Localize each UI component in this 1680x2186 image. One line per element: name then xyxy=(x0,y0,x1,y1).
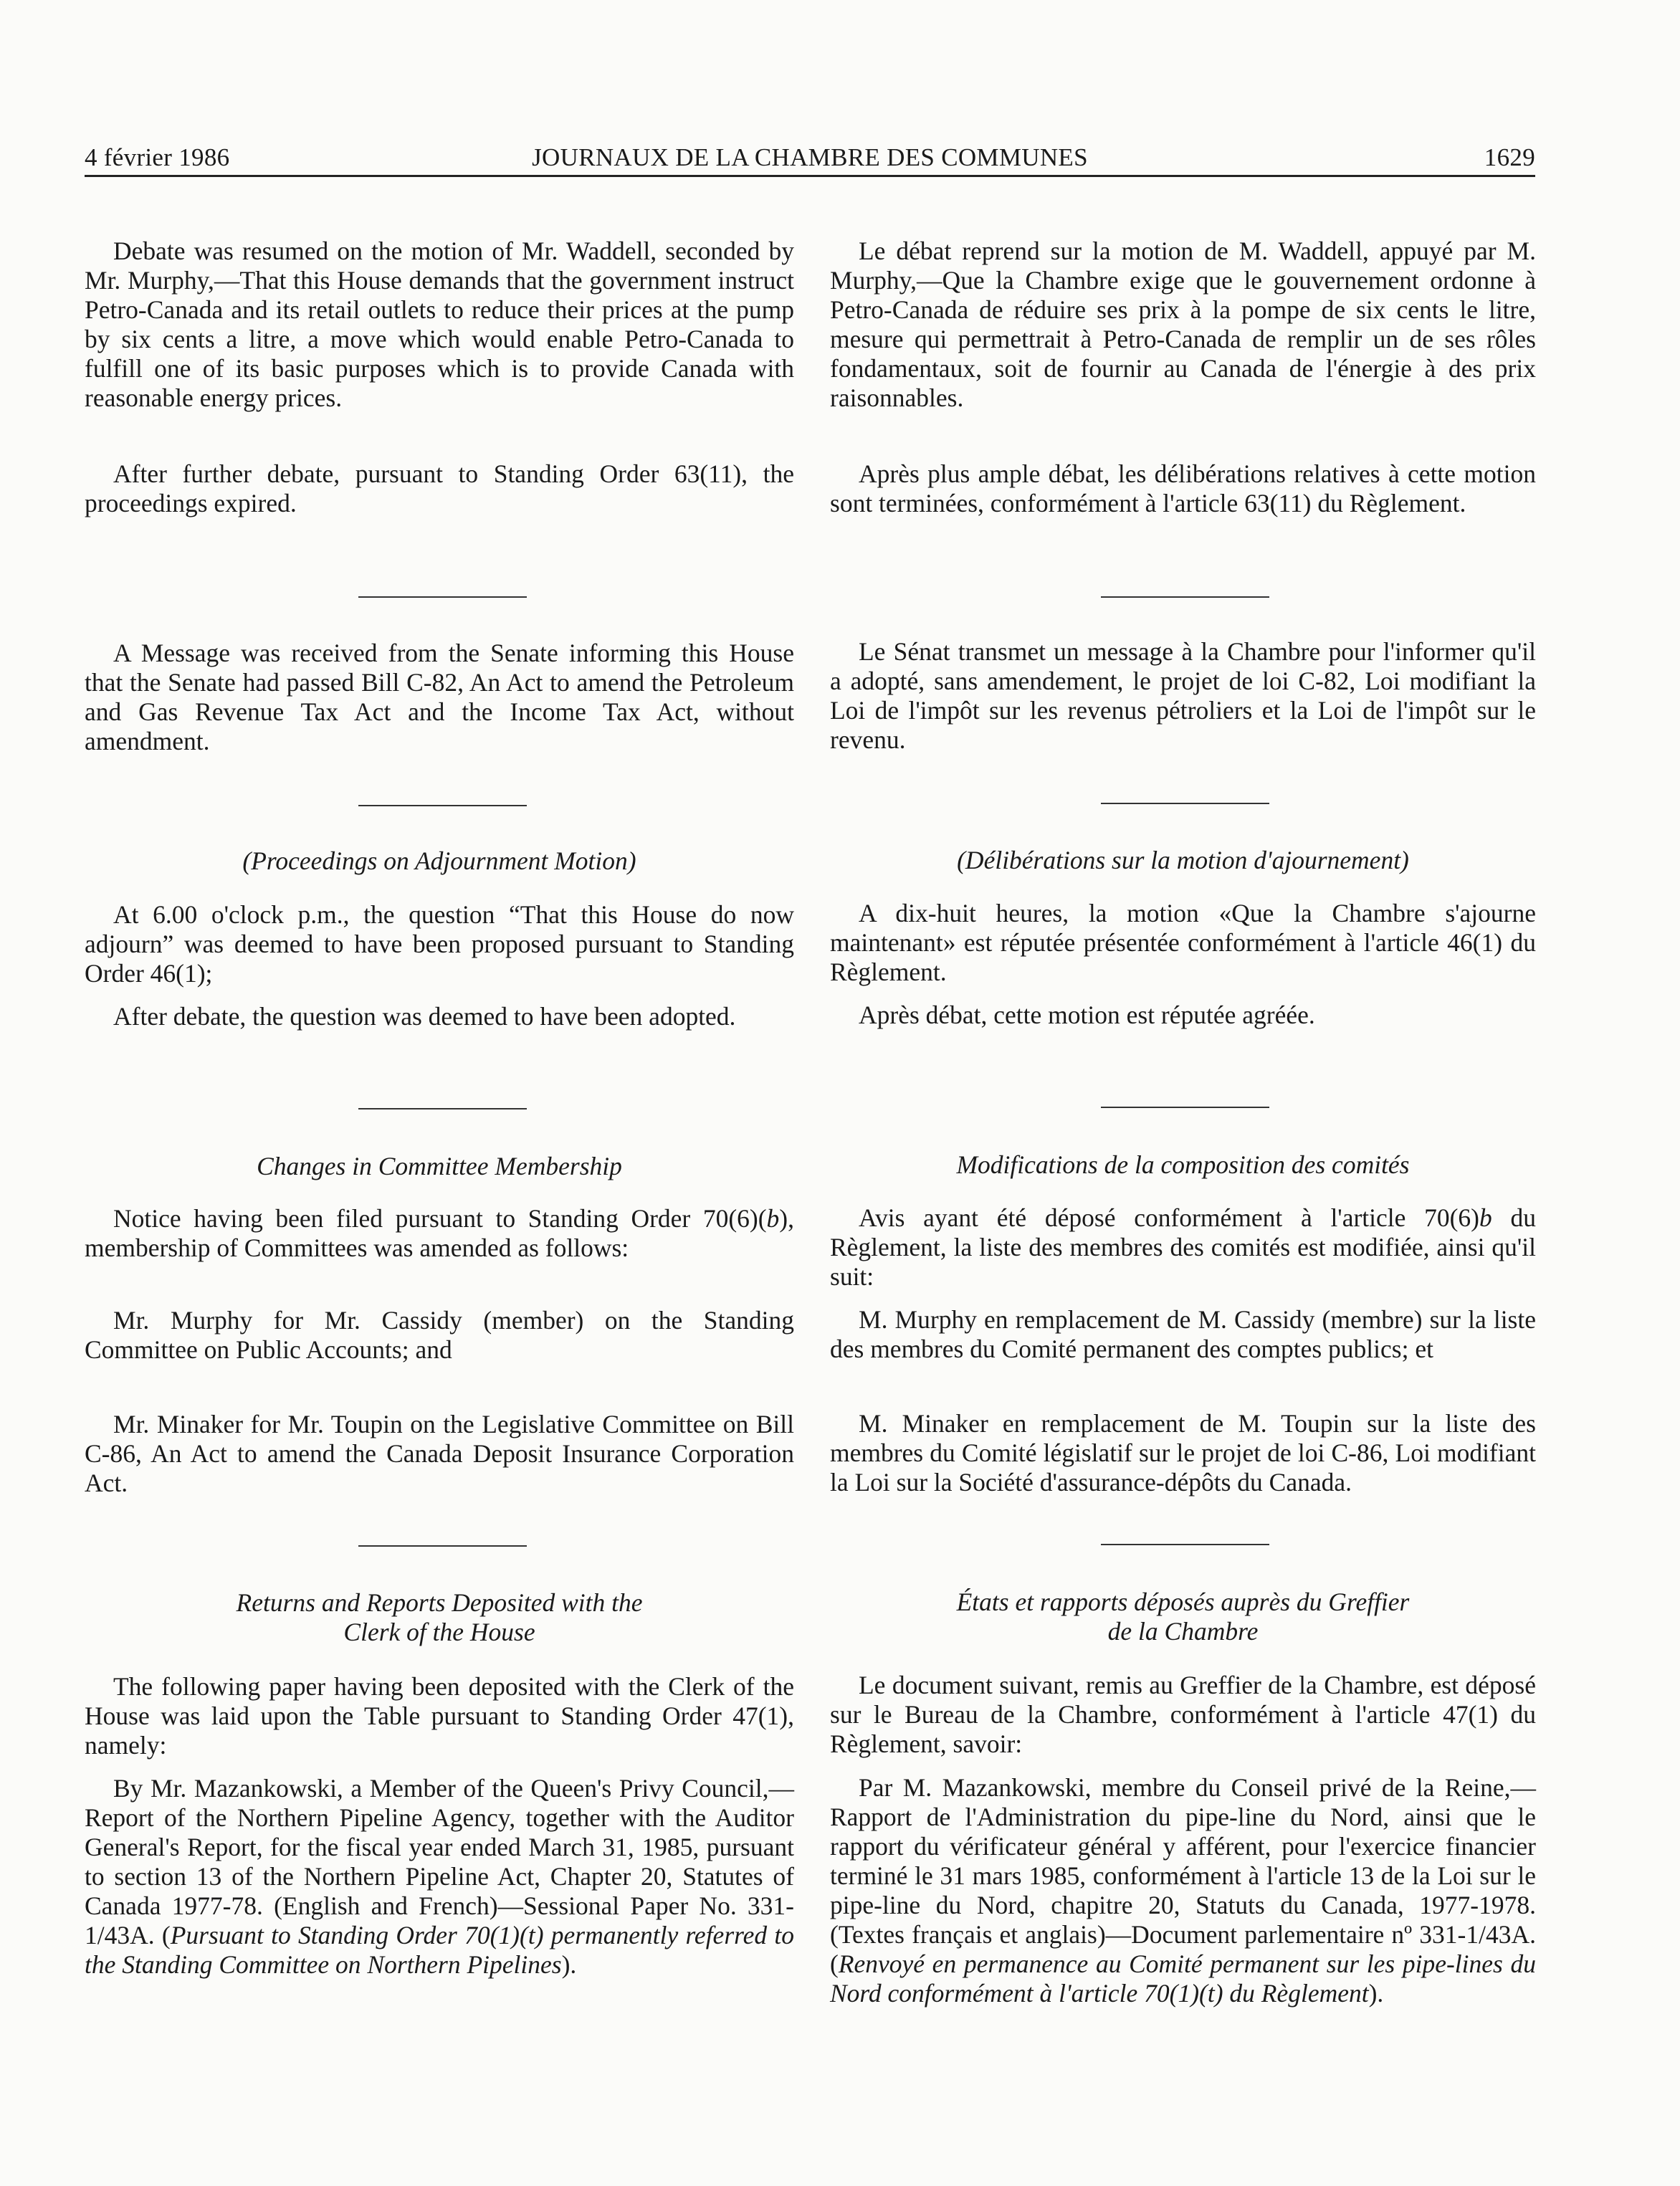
en-senate-message-paragraph: A Message was received from the Senate informing this House that the Senate had passed Bill C-82, An Act to amend the Petroleum and Gas Revenue Tax Act and the Income Tax Act, without amendment. xyxy=(85,639,794,755)
fr-mazankowski-text: Par M. Mazankowski, membre du Conseil privé de la Reine,—Rapport de l'Administration du pipe-line du Nord, ainsi que le rapport du vérificateur général y afférent, pour l'exercice financier terminé le 31 mars 1985, conformément à l'article 13 de la Loi sur le pipe-line du Nord, chapitre 20, Statuts du Canada, 1977-1978. (Textes français et anglais)—Document parlementaire nº 331-1/43A. ( xyxy=(830,1773,1536,1978)
en-mazankowski-text: By Mr. Mazankowski, a Member of the Queen's Privy Council,—Report of the Northern Pipeline Agency, together with the Auditor General's Report, for the fiscal year ended March 31, 1985, pursuant to section 13 of the Northern Pipeline Act, Chapter 20, Statutes of Canada 1977-78. (English and French)—Sessional Paper No. 331-1/43A. ( xyxy=(85,1774,794,1949)
header-title: JOURNAUX DE LA CHAMBRE DES COMMUNES xyxy=(532,143,1088,171)
en-adjournment-paragraph: At 6.00 o'clock p.m., the question “That this House do now adjourn” was deemed to have been proposed pursuant to Standing Order 46(1); xyxy=(85,900,794,988)
fr-notice-italic: b xyxy=(1479,1203,1492,1232)
fr-minaker-paragraph: M. Minaker en remplacement de M. Toupin sur la liste des membres du Comité législatif sur le projet de loi C-86, Loi modifiant la Loi sur la Société d'assurance-dépôts du Canada. xyxy=(830,1409,1536,1497)
fr-deposit-paragraph: Le document suivant, remis au Greffier de la Chambre, est déposé sur le Bureau de la Chambre, conformément à l'article 47(1) du Règlement, savoir: xyxy=(830,1671,1536,1758)
en-returns-heading-line2: Clerk of the House xyxy=(343,1618,535,1646)
en-adjournment-heading: (Proceedings on Adjournment Motion) xyxy=(242,846,636,875)
fr-returns-heading-line1: États et rapports déposés auprès du Greffier xyxy=(956,1588,1410,1616)
fr-mazankowski-text-end: ). xyxy=(1368,1979,1384,2008)
en-further-debate-paragraph: After further debate, pursuant to Standing Order 63(11), the proceedings expired. xyxy=(85,459,794,517)
fr-senate-message-paragraph: Le Sénat transmet un message à la Chambre pour l'informer qu'il a adopté, sans amendement, le projet de loi C-82, Loi modifiant la Loi de l'impôt sur les revenus pétroliers et la Loi de l'impôt sur le revenu. xyxy=(830,637,1536,754)
fr-mazankowski-paragraph xyxy=(830,1773,1536,2008)
en-debate-paragraph: Debate was resumed on the motion of Mr. Waddell, seconded by Mr. Murphy,—That this House demands that the government instruct Petro-Canada and its retail outlets to reduce their prices at the pump by six cents a litre, a move which would enable Petro-Canada to fulfill one of its basic purposes which is to provide Canada with reasonable energy prices. xyxy=(85,237,794,412)
fr-returns-heading-line2: de la Chambre xyxy=(1107,1617,1259,1646)
en-mazankowski-italic: Pursuant to Standing Order 70(1)(t) permanently referred to the Standing Committee on Northern Pipelines xyxy=(85,1921,794,1979)
fr-further-debate-paragraph: Après plus ample débat, les délibérations relatives à cette motion sont terminées, conformément à l'article 63(11) du Règlement. xyxy=(830,459,1536,517)
en-adopted-paragraph: After debate, the question was deemed to have been adopted. xyxy=(113,1002,736,1031)
en-murphy-paragraph: Mr. Murphy for Mr. Cassidy (member) on the Standing Committee on Public Accounts; and xyxy=(85,1306,794,1364)
header-date: 4 février 1986 xyxy=(85,143,230,171)
section-divider xyxy=(1101,1107,1269,1108)
section-divider xyxy=(358,1108,527,1109)
fr-adopted-paragraph: Après débat, cette motion est réputée agréée. xyxy=(859,1001,1315,1029)
section-divider xyxy=(358,596,527,598)
fr-mazankowski-italic: Renvoyé en permanence au Comité permanent sur les pipe-lines du Nord conformément à l'article 70(1)(t) du Règlement xyxy=(830,1949,1536,2008)
en-returns-heading-line1: Returns and Reports Deposited with the xyxy=(236,1588,643,1617)
section-divider xyxy=(358,1545,527,1547)
en-committee-heading: Changes in Committee Membership xyxy=(257,1152,622,1180)
fr-murphy-paragraph: M. Murphy en remplacement de M. Cassidy (membre) sur la liste des membres du Comité permanent des comptes publics; et xyxy=(830,1305,1536,1363)
fr-debate-paragraph: Le débat reprend sur la motion de M. Waddell, appuyé par M. Murphy,—Que la Chambre exige que le gouvernement ordonne à Petro-Canada de réduire ses prix à la pompe de six cents le litre, mesure qui permettrait à Petro-Canada de remplir un de ses rôles fondamentaux, soit de fournir au Canada de l'énergie à des prix raisonnables. xyxy=(830,237,1536,412)
en-deposit-paragraph: The following paper having been deposited with the Clerk of the House was laid upon the Table pursuant to Standing Order 47(1), namely: xyxy=(85,1672,794,1760)
en-notice-paragraph xyxy=(85,1204,794,1263)
section-divider xyxy=(1101,596,1269,598)
en-notice-italic: b xyxy=(766,1204,780,1233)
page-number: 1629 xyxy=(1484,143,1535,171)
en-mazankowski-text-end: ). xyxy=(561,1950,577,1979)
page-header xyxy=(85,138,1535,177)
section-divider xyxy=(358,805,527,806)
en-minaker-paragraph: Mr. Minaker for Mr. Toupin on the Legislative Committee on Bill C-86, An Act to amend the Canada Deposit Insurance Corporation Act. xyxy=(85,1410,794,1497)
fr-adjournment-paragraph: A dix-huit heures, la motion «Que la Chambre s'ajourne maintenant» est réputée présentée conformément à l'article 46(1) du Règlement. xyxy=(830,899,1536,986)
en-returns-heading xyxy=(85,1588,794,1647)
fr-notice-text-end: du Règlement, la liste des membres des comités est modifiée, ainsi qu'il suit: xyxy=(830,1203,1537,1291)
en-notice-text-end: ), membership of Committees was amended as follows: xyxy=(85,1204,794,1262)
fr-committee-heading: Modifications de la composition des comités xyxy=(956,1150,1410,1179)
fr-adjournment-heading: (Délibérations sur la motion d'ajournement) xyxy=(957,846,1409,874)
en-notice-text: Notice having been filed pursuant to Standing Order 70(6)( xyxy=(113,1204,767,1233)
fr-notice-text: Avis ayant été déposé conformément à l'article 70(6) xyxy=(859,1203,1480,1232)
section-divider xyxy=(1101,803,1269,804)
fr-returns-heading xyxy=(830,1588,1536,1646)
en-mazankowski-paragraph xyxy=(85,1774,794,1980)
section-divider xyxy=(1101,1544,1269,1545)
fr-notice-paragraph xyxy=(830,1203,1536,1292)
